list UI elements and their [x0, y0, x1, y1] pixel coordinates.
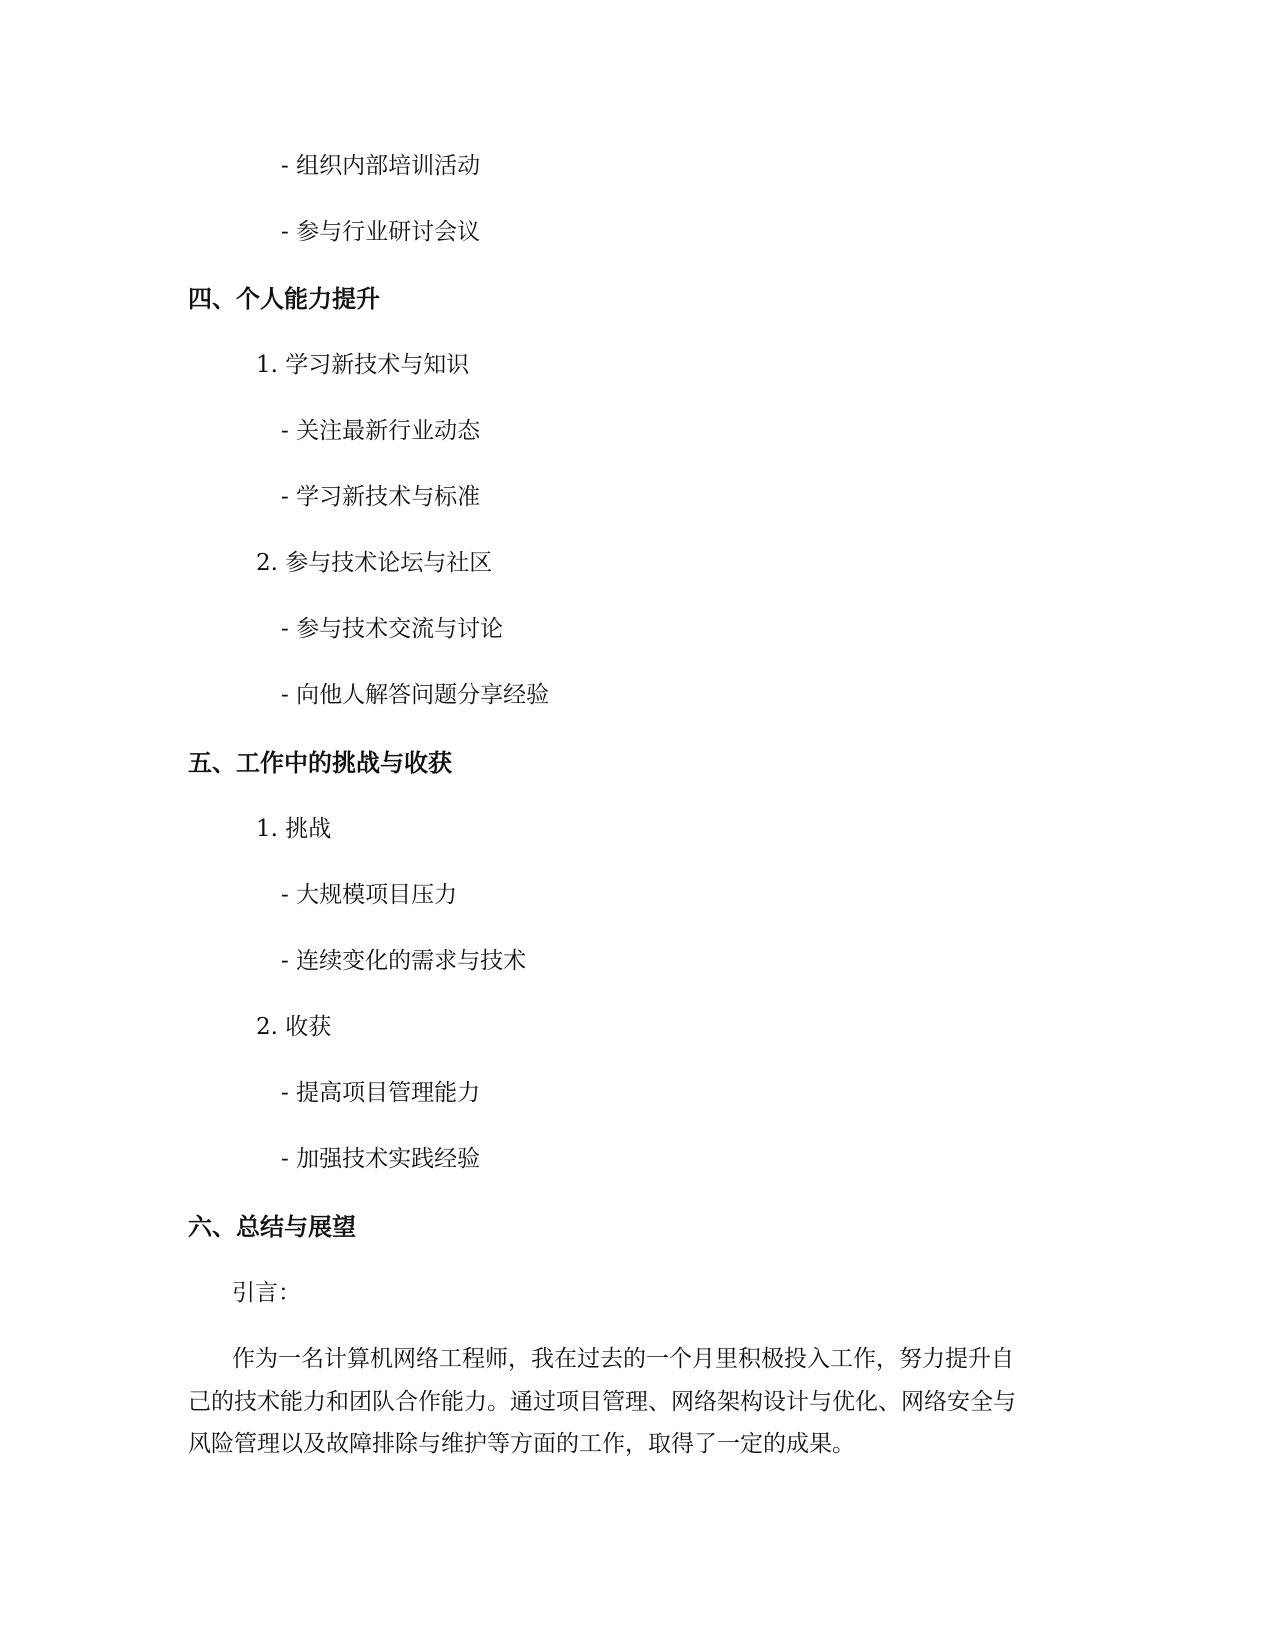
- numbered-item: 1. 学习新技术与知识: [256, 352, 470, 378]
- paragraph-line: 风险管理以及故障排除与维护等方面的工作，取得了一定的成果。: [188, 1431, 855, 1457]
- bullet-line: - 连续变化的需求与技术: [281, 948, 527, 974]
- paragraph-line: 作为一名计算机网络工程师，我在过去的一个月里积极投入工作，努力提升自: [232, 1346, 1014, 1372]
- paragraph-line: 引言：: [232, 1280, 301, 1306]
- section-heading: 四、个人能力提升: [188, 285, 380, 313]
- section-heading: 五、工作中的挑战与收获: [188, 749, 452, 777]
- numbered-item: 1. 挑战: [256, 816, 332, 842]
- bullet-line: - 关注最新行业动态: [281, 418, 481, 444]
- numbered-item: 2. 收获: [256, 1014, 332, 1040]
- bullet-line: - 大规模项目压力: [281, 882, 458, 908]
- bullet-line: - 向他人解答问题分享经验: [281, 682, 550, 708]
- paragraph-line: 己的技术能力和团队合作能力。通过项目管理、网络架构设计与优化、网络安全与: [188, 1389, 1016, 1415]
- bullet-line: - 参与行业研讨会议: [281, 219, 481, 245]
- bullet-line: - 组织内部培训活动: [281, 153, 481, 179]
- bullet-line: - 参与技术交流与讨论: [281, 616, 504, 642]
- section-heading: 六、总结与展望: [188, 1213, 356, 1241]
- bullet-line: - 学习新技术与标准: [281, 484, 481, 510]
- bullet-line: - 提高项目管理能力: [281, 1080, 481, 1106]
- bullet-line: - 加强技术实践经验: [281, 1146, 481, 1172]
- numbered-item: 2. 参与技术论坛与社区: [256, 550, 493, 576]
